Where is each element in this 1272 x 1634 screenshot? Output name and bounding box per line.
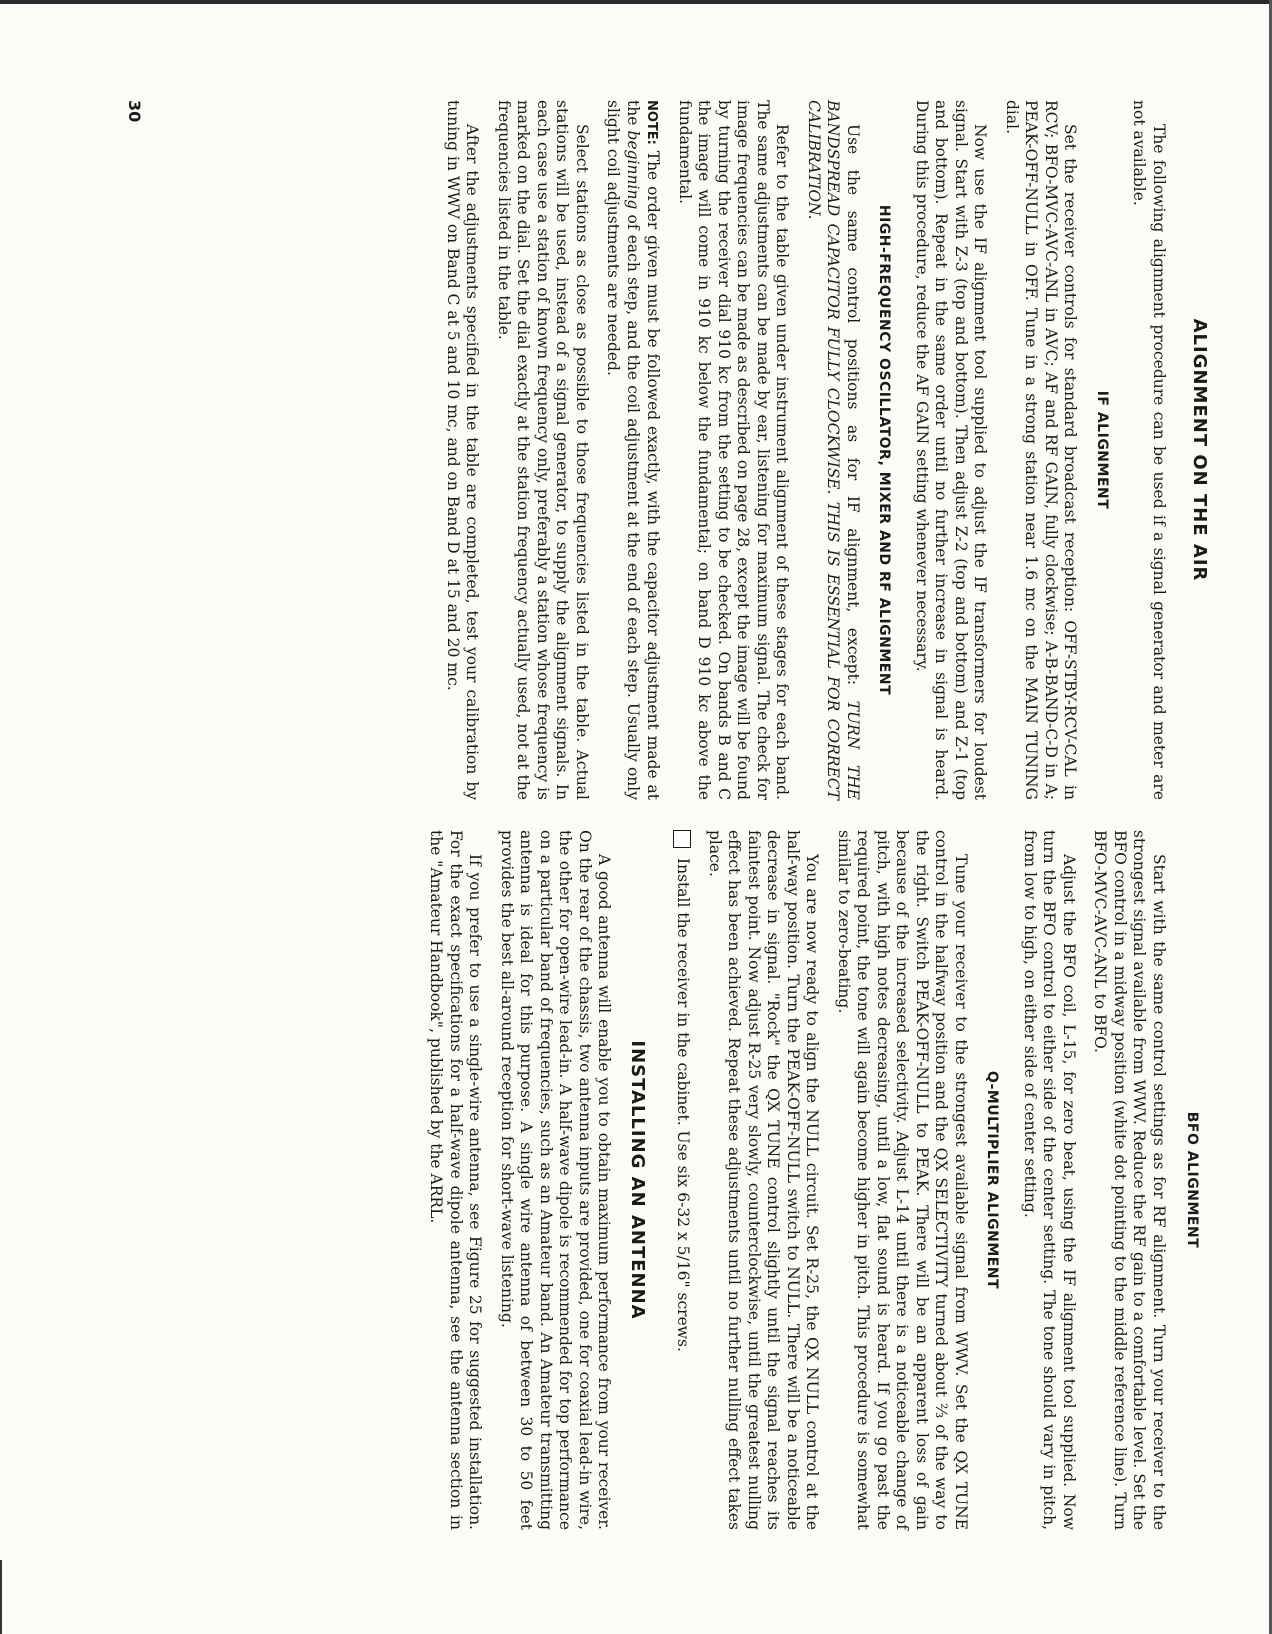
q-multiplier-heading: Q-MULTIPLIER ALIGNMENT [984, 1070, 1001, 1290]
q-multiplier-paragraph-1: Tune your receiver to the strongest available signal from WWV. Set the QX TUNE control in the halfway position and the QX SELECTIVITY turned about ⅔ of the way to the right. Switch PEAK-OFF-NULL to PEAK. There will be an apparent loss of gain because of the increased selectivity. Adjust L-14 until there is a noticeable change of pitch, with high notes decreasing, until a low, flat sound is heard. If you go past the required point, the tone will again become higher in pitch. This procedure is somewhat similar to zero-beating. [835, 830, 970, 1530]
bfo-alignment-heading: BFO ALIGNMENT [1184, 1111, 1200, 1249]
hf-alignment-heading: HIGH-FREQUENCY OSCILLATOR, MIXER AND RF ALIGNMENT [876, 204, 893, 696]
bfo-alignment-paragraph-2: Adjust the BFO coil, L-15, for zero beat, using the IF alignment tool supplied. Now turn the BFO control to either side of the center setting. The tone should vary in pitch, from low to high, on either side of center setting. [1021, 830, 1078, 1530]
note-text-a: The order given must be followed exactly, with the capacitor adjustment made at the [624, 100, 663, 800]
hf-p1-italic: TURN THE BANDSPREAD CAPACITOR FULLY CLOCKWISE. THIS IS ESSENTIAL FOR CORRECT CALIBRATION. [805, 100, 862, 800]
install-cabinet-text: Install the receiver in the cabinet. Use six 6-32 x 5/16" screws. [674, 858, 693, 1352]
if-alignment-heading: IF ALIGNMENT [1094, 390, 1110, 510]
intro-paragraph: The following alignment procedure can be used if a signal generator and meter are not available. [1130, 100, 1168, 800]
install-cabinet-step [673, 830, 693, 1530]
left-column [431, 100, 1169, 800]
step-checkbox[interactable] [674, 830, 692, 848]
bfo-alignment-paragraph-1: Start with the same control settings as for RF alignment. Turn your receiver to the strongest signal available from WWV. Reduce the RF gain to a comfortable level. Set the BFO control in a midway position (white dot pointing to the middle reference line). Turn BFO-MVC-AVC-ANL to BFO. [1091, 830, 1168, 1530]
note-label: NOTE: [644, 100, 660, 145]
right-column [414, 830, 1168, 1530]
page-number: 30 [125, 100, 144, 123]
hf-alignment-note [603, 100, 663, 800]
rotated-page-content [92, 0, 1272, 1560]
antenna-paragraph-1: A good antenna will enable you to obtain maximum performance from your receiver. On the rear of the chassis, two antenna inputs are provided, one for coaxial lead-in wire, the other for open-wire lead-in. A half-wave dipole is recommended for top performance on a particular band of frequencies, such as an Amateur band. An Amateur transmitting antenna is ideal for this purpose. A single wire antenna of between 30 to 50 feet provides the best all-around reception for short-wave listening. [498, 830, 614, 1530]
if-alignment-paragraph-1: Set the receiver controls for standard broadcast reception: OFF-STBY-RCV-CAL in RCV; BFO-MVC-AVC-ANL in AVC; AF and RF GAIN, fully clockwise; A-B-BAND-C-D in A; PEAK-OFF-NULL in OFF. Tune in a strong station near 1.6 mc on the MAIN TUNING dial. [1003, 100, 1080, 800]
if-alignment-paragraph-2: Now use the IF alignment tool supplied to adjust the IF transformers for loudest signal. Start with Z-3 (top and bottom). Then adjust Z-2 (top and bottom) and Z-1 (top and bottom). Repeat in the same order until no further increase in signal is heard. During this procedure, reduce the AF GAIN setting whenever necessary. [913, 100, 990, 800]
hf-alignment-paragraph-1 [804, 100, 863, 800]
scan-edge-left [0, 1560, 2, 1634]
antenna-heading: INSTALLING AN ANTENNA [627, 1040, 648, 1320]
hf-p1-text: Use the same control positions as for IF alignment, except: [844, 124, 862, 701]
hf-alignment-paragraph-4: After the adjustments specified in the table are completed, test your calibration by tuning in WWV on Band C at 5 and 10 mc, and on Band D at 15 and 20 mc. [444, 100, 482, 800]
q-multiplier-paragraph-2: You are now ready to align the NULL circuit. Set R-25, the QX NULL control at the half-way position. Turn the PEAK-OFF-NULL switch to NULL. There will be a noticeable decrease in signal. "Rock" the QX TUNE control slightly until the signal reaches its faintest point. Now adjust R-25 very slowly, counterclockwise, until the greatest nulling effect has been achieved. Repeat these adjustments until no further nulling effect takes place. [706, 830, 822, 1530]
hf-alignment-paragraph-3: Select stations as close as possible to those frequencies listed in the table. Actual stations will be used, instead of a signal generator, to supply the alignment signals. In each case use a station of known frequency only, preferably a station whose frequency is marked on the dial. Set the dial exactly at the station frequency actually used, not at the frequencies listed in the table. [495, 100, 591, 800]
antenna-paragraph-2: If you prefer to use a single-wire antenna, see Figure 25 for suggested installation. For the exact specifications for a half-wave dipole antenna, see the antenna section in the "Amateur Handbook", published by the ARRL. [427, 830, 485, 1530]
note-italic: beginning [624, 130, 642, 210]
page-title: ALIGNMENT ON THE AIR [1189, 318, 1210, 582]
note-text-b: of each step, and the coil adjustment at the end of each step. Usually only slight coil adjustments are needed. [604, 100, 642, 800]
hf-alignment-paragraph-2: Refer to the table given under instrument alignment of these stages for each band. The same adjustments can be made by ear, listening for maximum signal. The check for image frequencies can be made as described on page 28, except the image will be found by turning the receiver dial 910 kc from the setting to be checked. On bands B and C the image will come in 910 kc below the fundamental; on band D 910 kc above the fundamental. [676, 100, 792, 800]
